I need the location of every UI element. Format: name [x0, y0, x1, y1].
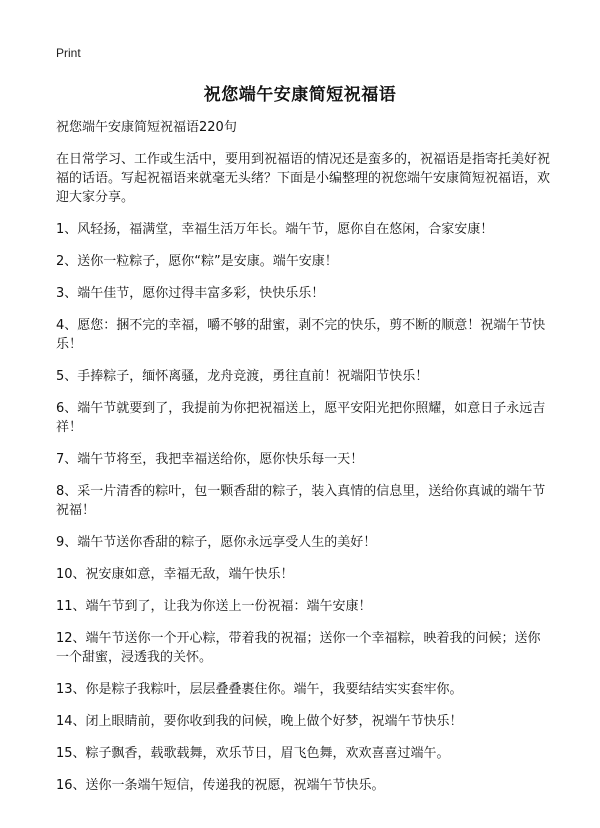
list-item — [56, 367, 550, 386]
list-item-text: 闭上眼睛前，要你收到我的问候，晚上做个好梦，祝端午节快乐！ — [85, 714, 463, 729]
list-item — [56, 533, 550, 552]
list-item-text: 送你一粒粽子，愿你“粽”是安康。端午安康！ — [77, 254, 338, 269]
intro-paragraph: 在日常学习、工作或生活中，要用到祝福语的情况还是蛮多的，祝福语是指寄托美好祝福的话语。写起祝福语来就毫无头绪？下面是小编整理的祝您端午安康简短祝福语，欢迎大家分享。 — [56, 152, 551, 205]
list-item-text: 送你一条端午短信，传递我的祝愿，祝端午节快乐。 — [85, 778, 385, 793]
list-item-number: 8、 — [56, 484, 78, 499]
list-item-text: 端午佳节，愿你过得丰富多彩，快快乐乐！ — [77, 286, 325, 301]
document-title: 祝您端午安康简短祝福语 — [203, 85, 397, 105]
list-item-text: 愿您：捆不完的幸福，嚼不够的甜蜜，剥不完的快乐，剪不断的顺意！祝端午节快乐！ — [56, 318, 546, 352]
list-item — [56, 776, 550, 795]
list-item-text: 端午节送你一个开心粽，带着我的祝福；送你一个幸福粽，映着我的问候；送你一个甜蜜，浸透我的关怀。 — [56, 631, 541, 665]
list-item-number: 12、 — [56, 631, 86, 646]
list-item-number: 5、 — [56, 369, 78, 384]
print-link[interactable]: Print — [56, 46, 81, 60]
list-item-text: 端午节就要到了，我提前为你把祝福送上，愿平安阳光把你照耀，如意日子永远吉祥！ — [56, 401, 546, 435]
document-body — [56, 118, 550, 808]
list-item-text: 端午节将至，我把幸福送给你，愿你快乐每一天！ — [77, 452, 364, 467]
list-item-text: 端午节送你香甜的粽子，愿你永远享受人生的美好！ — [77, 535, 377, 550]
list-item — [56, 629, 550, 667]
list-item-number: 15、 — [56, 746, 86, 761]
list-item-number: 2、 — [56, 254, 78, 269]
list-item — [56, 284, 550, 303]
list-item — [56, 316, 550, 354]
list-item-text: 粽子飘香，载歌载舞，欢乐节日，眉飞色舞，欢欢喜喜过端午。 — [85, 746, 450, 761]
list-item — [56, 744, 550, 763]
list-item — [56, 220, 550, 239]
list-item-number: 10、 — [56, 567, 86, 582]
list-item-number: 16、 — [56, 778, 86, 793]
list-item-number: 14、 — [56, 714, 86, 729]
list-item — [56, 252, 550, 271]
list-item-number: 11、 — [56, 599, 86, 614]
list-item — [56, 399, 550, 437]
list-item — [56, 565, 550, 584]
list-item-number: 3、 — [56, 286, 78, 301]
list-item-number: 7、 — [56, 452, 78, 467]
list-item-text: 端午节到了，让我为你送上一份祝福：端午安康！ — [85, 599, 372, 614]
list-item-number: 6、 — [56, 401, 78, 416]
list-item — [56, 597, 550, 616]
list-item-text: 采一片清香的粽叶，包一颗香甜的粽子，装入真情的信息里，送给你真诚的端午节祝福！ — [56, 484, 546, 518]
document-subtitle: 祝您端午安康简短祝福语220句 — [56, 120, 237, 135]
list-item-text: 手捧粽子，缅怀离骚，龙舟竞渡，勇往直前！祝端阳节快乐！ — [77, 369, 429, 384]
list-item — [56, 680, 550, 699]
list-item — [56, 712, 550, 731]
list-item — [56, 482, 550, 520]
list-item — [56, 450, 550, 469]
list-item-number: 4、 — [56, 318, 78, 333]
list-item-text: 祝安康如意，幸福无敌，端午快乐！ — [85, 567, 294, 582]
list-item-text: 你是粽子我粽叶，层层叠叠裹住你。端午，我要结结实实套牢你。 — [85, 682, 463, 697]
list-item-number: 9、 — [56, 535, 78, 550]
list-item-number: 13、 — [56, 682, 86, 697]
list-item-text: 风轻扬，福满堂，幸福生活万年长。端午节，愿你自在悠闲，合家安康！ — [77, 222, 494, 237]
list-item-number: 1、 — [56, 222, 78, 237]
